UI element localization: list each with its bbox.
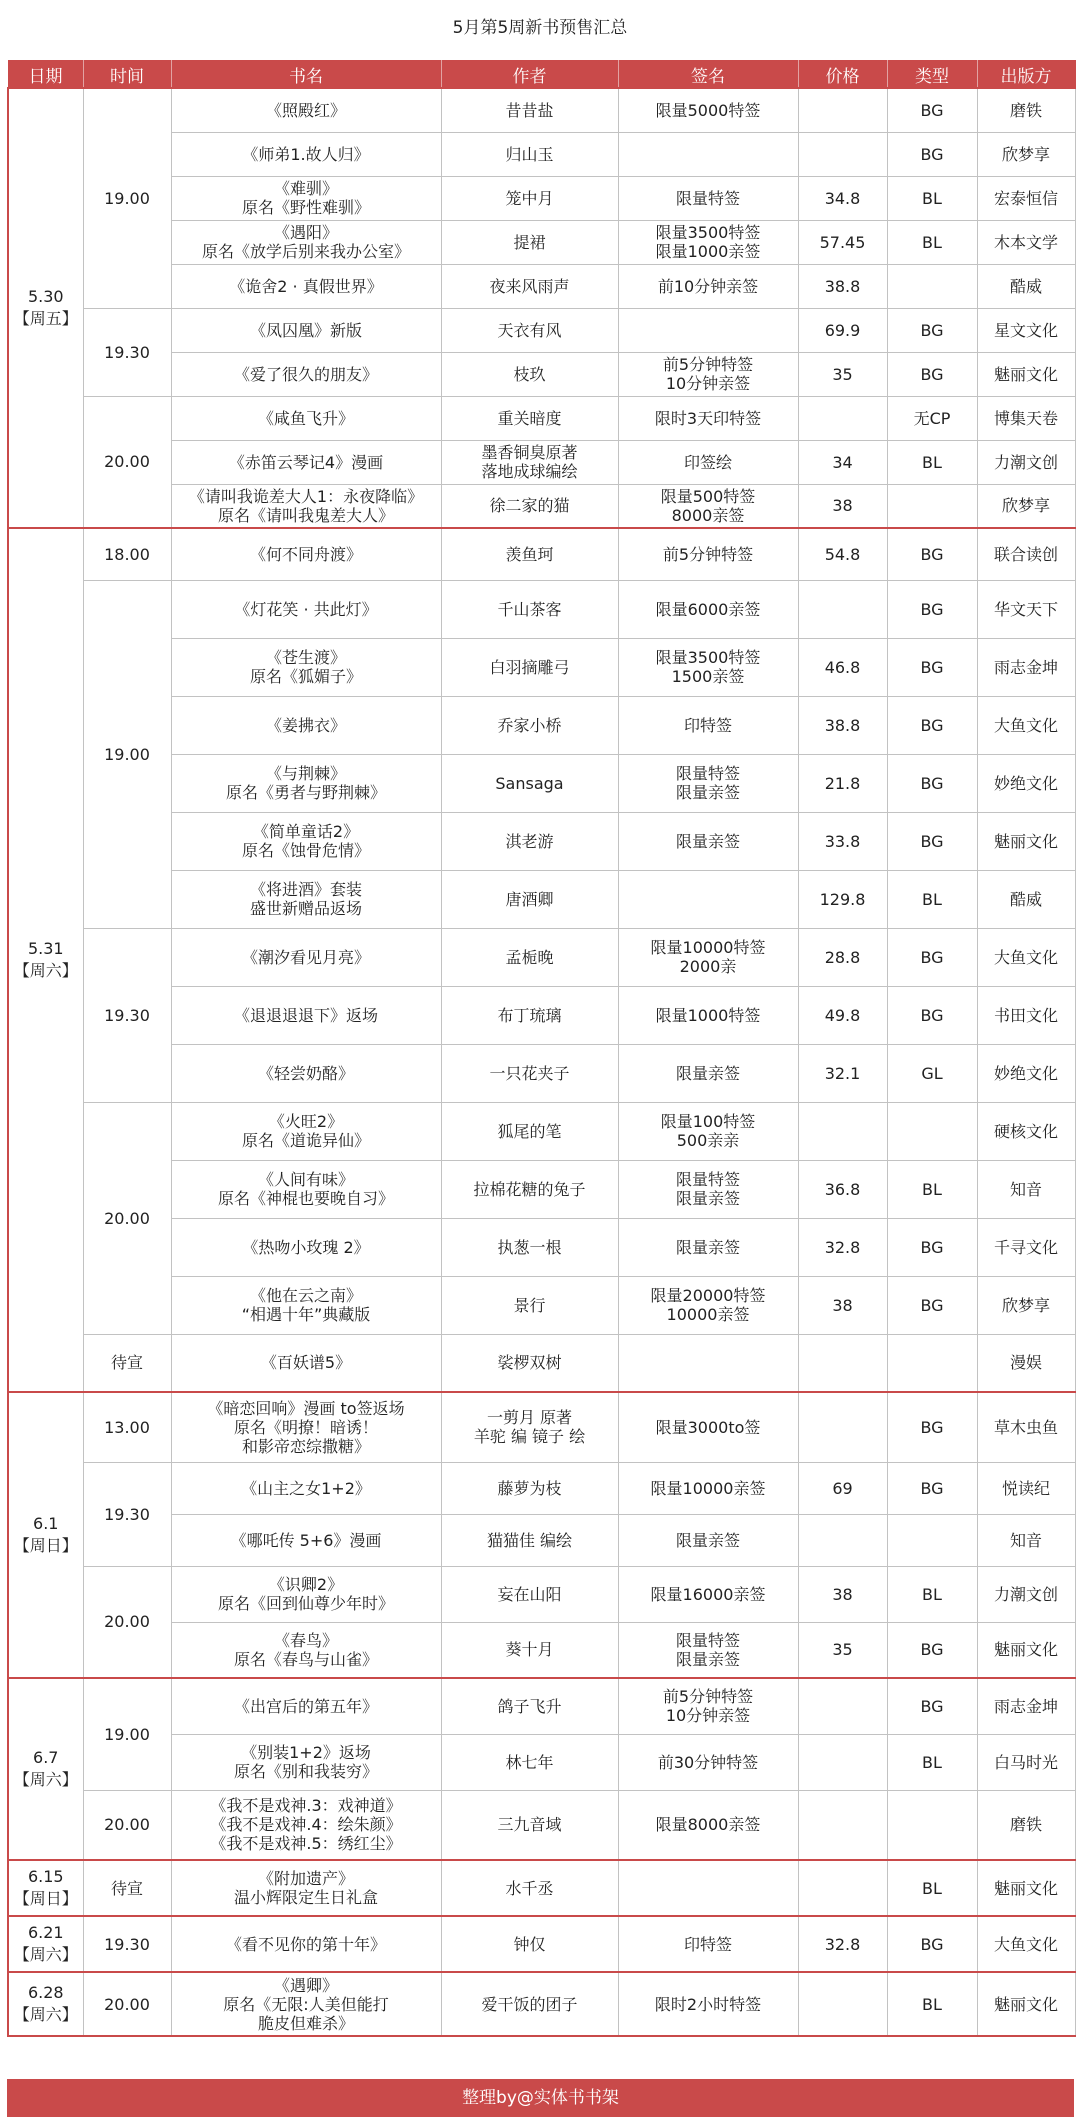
- time-cell: 19.30: [83, 1916, 171, 1972]
- book-publisher: 魅丽文化: [977, 1972, 1075, 2036]
- book-price: 34: [798, 440, 887, 484]
- book-author: 归山玉: [441, 132, 618, 176]
- book-type: BL: [887, 440, 977, 484]
- book-title: 《山主之女1+2》: [171, 1462, 441, 1514]
- column-header-author: 作者: [441, 61, 618, 89]
- book-title: 《难驯》 原名《野性难驯》: [171, 176, 441, 220]
- time-cell: 19.00: [83, 1678, 171, 1790]
- book-price: 38: [798, 484, 887, 528]
- book-title: 《照殿红》: [171, 88, 441, 132]
- time-cell: 19.00: [83, 88, 171, 308]
- book-author: 白羽摘雕弓: [441, 638, 618, 696]
- book-publisher: 漫娱: [977, 1334, 1075, 1392]
- table-row: [8, 1462, 1075, 1514]
- book-author: 布丁琉璃: [441, 986, 618, 1044]
- book-price: [798, 1734, 887, 1790]
- book-publisher: 雨志金坤: [977, 1678, 1075, 1734]
- book-type: BL: [887, 176, 977, 220]
- book-title: 《灯花笑 · 共此灯》: [171, 580, 441, 638]
- book-publisher: 华文天下: [977, 580, 1075, 638]
- book-type: BG: [887, 1678, 977, 1734]
- book-author: 裟椤双树: [441, 1334, 618, 1392]
- book-title: 《看不见你的第十年》: [171, 1916, 441, 1972]
- table-row: [8, 1102, 1075, 1160]
- column-header-price: 价格: [798, 61, 887, 89]
- book-type: 无CP: [887, 396, 977, 440]
- book-type: BL: [887, 220, 977, 264]
- book-title: 《暗恋回响》漫画 to签返场 原名《明撩！暗诱！ 和影帝恋综撒糖》: [171, 1392, 441, 1462]
- table-row: [8, 396, 1075, 440]
- book-publisher: 欣梦享: [977, 484, 1075, 528]
- book-publisher: 草木虫鱼: [977, 1392, 1075, 1462]
- book-signature: 印特签: [618, 1916, 798, 1972]
- book-signature: 限量3000to签: [618, 1392, 798, 1462]
- book-author: 淇老游: [441, 812, 618, 870]
- book-publisher: 磨铁: [977, 88, 1075, 132]
- book-author: 昔昔盐: [441, 88, 618, 132]
- book-title: 《别装1+2》返场 原名《别和我装穷》: [171, 1734, 441, 1790]
- book-title: 《轻尝奶酪》: [171, 1044, 441, 1102]
- book-publisher: 大鱼文化: [977, 928, 1075, 986]
- table-row: [8, 928, 1075, 986]
- book-author: 执葱一根: [441, 1218, 618, 1276]
- book-author: 唐酒卿: [441, 870, 618, 928]
- book-title: 《哪吒传 5+6》漫画: [171, 1514, 441, 1566]
- book-publisher: 妙绝文化: [977, 754, 1075, 812]
- table-row: [8, 308, 1075, 352]
- book-publisher: 书田文化: [977, 986, 1075, 1044]
- book-price: [798, 1392, 887, 1462]
- table-row: [8, 1334, 1075, 1392]
- book-author: 夜来风雨声: [441, 264, 618, 308]
- book-author: 三九音域: [441, 1790, 618, 1860]
- book-publisher: 大鱼文化: [977, 696, 1075, 754]
- book-price: 69: [798, 1462, 887, 1514]
- book-price: 38.8: [798, 264, 887, 308]
- book-title: 《出宫后的第五年》: [171, 1678, 441, 1734]
- book-signature: 前30分钟特签: [618, 1734, 798, 1790]
- table-row: [8, 1916, 1075, 1972]
- book-signature: 限量3500特签 限量1000亲签: [618, 220, 798, 264]
- book-price: 49.8: [798, 986, 887, 1044]
- book-title: 《苍生渡》 原名《狐媚子》: [171, 638, 441, 696]
- book-signature: 限量特签 限量亲签: [618, 754, 798, 812]
- time-cell: 20.00: [83, 1102, 171, 1334]
- book-type: BL: [887, 1734, 977, 1790]
- book-publisher: 联合读创: [977, 528, 1075, 580]
- book-type: BL: [887, 1860, 977, 1916]
- book-price: 129.8: [798, 870, 887, 928]
- book-author: 羡鱼珂: [441, 528, 618, 580]
- book-price: 35: [798, 352, 887, 396]
- book-signature: 限量8000亲签: [618, 1790, 798, 1860]
- table-row: [8, 580, 1075, 638]
- book-publisher: 魅丽文化: [977, 812, 1075, 870]
- book-author: 千山茶客: [441, 580, 618, 638]
- book-price: 28.8: [798, 928, 887, 986]
- book-price: 54.8: [798, 528, 887, 580]
- book-publisher: 妙绝文化: [977, 1044, 1075, 1102]
- presale-schedule-table: [7, 60, 1076, 2037]
- book-type: BG: [887, 580, 977, 638]
- book-title: 《凤囚凰》新版: [171, 308, 441, 352]
- book-type: BG: [887, 812, 977, 870]
- table-row: [8, 1790, 1075, 1860]
- book-author: 藤萝为枝: [441, 1462, 618, 1514]
- book-price: [798, 580, 887, 638]
- book-price: 33.8: [798, 812, 887, 870]
- book-price: [798, 1972, 887, 2036]
- book-price: [798, 1678, 887, 1734]
- column-header-time: 时间: [83, 61, 171, 89]
- book-signature: 限量特签 限量亲签: [618, 1160, 798, 1218]
- book-author: 笼中月: [441, 176, 618, 220]
- book-price: [798, 1514, 887, 1566]
- book-author: 鸽子飞升: [441, 1678, 618, 1734]
- book-price: 38: [798, 1566, 887, 1622]
- book-type: BG: [887, 1218, 977, 1276]
- book-price: 35: [798, 1622, 887, 1678]
- page-title: 5月第5周新书预售汇总: [452, 18, 628, 38]
- book-type: BG: [887, 528, 977, 580]
- column-header-date: 日期: [8, 61, 83, 89]
- book-signature: [618, 870, 798, 928]
- book-author: Sansaga: [441, 754, 618, 812]
- book-author: 重关暗度: [441, 396, 618, 440]
- book-title: 《与荆棘》 原名《勇者与野荆棘》: [171, 754, 441, 812]
- time-cell: 18.00: [83, 528, 171, 580]
- book-author: 葵十月: [441, 1622, 618, 1678]
- book-title: 《附加遗产》 温小辉限定生日礼盒: [171, 1860, 441, 1916]
- book-publisher: 知音: [977, 1514, 1075, 1566]
- book-author: 爱干饭的团子: [441, 1972, 618, 2036]
- book-signature: 限量特签: [618, 176, 798, 220]
- book-signature: [618, 132, 798, 176]
- time-cell: 19.30: [83, 308, 171, 396]
- book-author: 景行: [441, 1276, 618, 1334]
- book-author: 一只花夹子: [441, 1044, 618, 1102]
- book-title: 《请叫我诡差大人1：永夜降临》 原名《请叫我鬼差大人》: [171, 484, 441, 528]
- book-type: [887, 1790, 977, 1860]
- book-type: BG: [887, 696, 977, 754]
- book-title: 《师弟1.故人归》: [171, 132, 441, 176]
- book-signature: 限时3天印特签: [618, 396, 798, 440]
- date-cell: 6.7 【周六】: [8, 1678, 83, 1860]
- column-header-publisher: 出版方: [977, 61, 1075, 89]
- book-signature: 限量特签 限量亲签: [618, 1622, 798, 1678]
- book-signature: 限量亲签: [618, 1218, 798, 1276]
- book-author: 孟栀晚: [441, 928, 618, 986]
- book-publisher: 宏泰恒信: [977, 176, 1075, 220]
- date-cell: 6.15 【周日】: [8, 1860, 83, 1916]
- book-signature: 限量亲签: [618, 812, 798, 870]
- book-title: 《潮汐看见月亮》: [171, 928, 441, 986]
- book-publisher: 博集天卷: [977, 396, 1075, 440]
- book-type: BL: [887, 870, 977, 928]
- book-publisher: 大鱼文化: [977, 1916, 1075, 1972]
- book-type: [887, 1334, 977, 1392]
- book-title: 《退退退退下》返场: [171, 986, 441, 1044]
- book-author: 提裙: [441, 220, 618, 264]
- book-type: BG: [887, 1916, 977, 1972]
- book-signature: 限量500特签 8000亲签: [618, 484, 798, 528]
- book-type: BG: [887, 928, 977, 986]
- book-price: 32.1: [798, 1044, 887, 1102]
- book-signature: 限量100特签 500亲亲: [618, 1102, 798, 1160]
- book-price: 32.8: [798, 1218, 887, 1276]
- book-price: [798, 88, 887, 132]
- book-author: 枝玖: [441, 352, 618, 396]
- book-price: 21.8: [798, 754, 887, 812]
- book-signature: 限量16000亲签: [618, 1566, 798, 1622]
- book-author: 乔家小桥: [441, 696, 618, 754]
- book-signature: 前5分钟特签 10分钟亲签: [618, 352, 798, 396]
- date-cell: 6.1 【周日】: [8, 1392, 83, 1678]
- book-signature: 限量10000特签 2000亲: [618, 928, 798, 986]
- book-price: 38.8: [798, 696, 887, 754]
- book-title: 《咸鱼飞升》: [171, 396, 441, 440]
- book-type: BG: [887, 1462, 977, 1514]
- book-signature: [618, 1334, 798, 1392]
- book-signature: [618, 308, 798, 352]
- time-cell: 19.00: [83, 580, 171, 928]
- book-type: BL: [887, 1566, 977, 1622]
- book-author: 猫猫佳 编绘: [441, 1514, 618, 1566]
- book-signature: 印签绘: [618, 440, 798, 484]
- book-publisher: 欣梦享: [977, 1276, 1075, 1334]
- time-cell: 待宣: [83, 1860, 171, 1916]
- book-publisher: 酷威: [977, 264, 1075, 308]
- time-cell: 待宣: [83, 1334, 171, 1392]
- date-cell: 5.30 【周五】: [8, 88, 83, 528]
- book-author: 妄在山阳: [441, 1566, 618, 1622]
- schedule-body: [8, 88, 1075, 2036]
- book-signature: 限量6000亲签: [618, 580, 798, 638]
- book-publisher: 知音: [977, 1160, 1075, 1218]
- book-publisher: 力潮文创: [977, 440, 1075, 484]
- book-signature: 限量10000亲签: [618, 1462, 798, 1514]
- book-type: BG: [887, 1622, 977, 1678]
- book-publisher: 雨志金坤: [977, 638, 1075, 696]
- table-row: [8, 1972, 1075, 2036]
- book-author: 天衣有风: [441, 308, 618, 352]
- book-title: 《简单童话2》 原名《蚀骨危情》: [171, 812, 441, 870]
- book-title: 《他在云之南》 “相遇十年”典藏版: [171, 1276, 441, 1334]
- book-title: 《识卿2》 原名《回到仙尊少年时》: [171, 1566, 441, 1622]
- book-price: [798, 1790, 887, 1860]
- book-title: 《火旺2》 原名《道诡异仙》: [171, 1102, 441, 1160]
- book-signature: 限时2小时特签: [618, 1972, 798, 2036]
- book-title: 《热吻小玫瑰 2》: [171, 1218, 441, 1276]
- book-price: 69.9: [798, 308, 887, 352]
- book-publisher: 力潮文创: [977, 1566, 1075, 1622]
- book-publisher: 魅丽文化: [977, 1860, 1075, 1916]
- book-signature: 前10分钟亲签: [618, 264, 798, 308]
- book-publisher: 悦读纪: [977, 1462, 1075, 1514]
- book-title: 《我不是戏神.3：戏神道》 《我不是戏神.4：绘朱颜》 《我不是戏神.5：绣红尘》: [171, 1790, 441, 1860]
- book-author: 狐尾的笔: [441, 1102, 618, 1160]
- book-author: 徐二家的猫: [441, 484, 618, 528]
- book-signature: 限量20000特签 10000亲签: [618, 1276, 798, 1334]
- book-signature: 前5分钟特签: [618, 528, 798, 580]
- book-signature: 限量5000特签: [618, 88, 798, 132]
- book-type: BG: [887, 1392, 977, 1462]
- time-cell: 20.00: [83, 1972, 171, 2036]
- book-price: [798, 1860, 887, 1916]
- book-title: 《百妖谱5》: [171, 1334, 441, 1392]
- book-type: GL: [887, 1044, 977, 1102]
- book-type: [887, 264, 977, 308]
- book-publisher: 星文文化: [977, 308, 1075, 352]
- book-title: 《遇阳》 原名《放学后别来我办公室》: [171, 220, 441, 264]
- book-type: [887, 1514, 977, 1566]
- book-price: [798, 396, 887, 440]
- book-title: 《遇卿》 原名《无限:人美但能打 脆皮但难杀》: [171, 1972, 441, 2036]
- book-signature: 限量3500特签 1500亲签: [618, 638, 798, 696]
- table-row: [8, 528, 1075, 580]
- book-publisher: 魅丽文化: [977, 1622, 1075, 1678]
- time-cell: 19.30: [83, 1462, 171, 1566]
- book-author: 林七年: [441, 1734, 618, 1790]
- book-type: BG: [887, 308, 977, 352]
- book-title: 《赤笛云琴记4》漫画: [171, 440, 441, 484]
- time-cell: 13.00: [83, 1392, 171, 1462]
- date-cell: 5.31 【周六】: [8, 528, 83, 1392]
- book-type: [887, 484, 977, 528]
- table-row: [8, 88, 1075, 132]
- book-publisher: 白马时光: [977, 1734, 1075, 1790]
- book-signature: 印特签: [618, 696, 798, 754]
- book-type: BL: [887, 1160, 977, 1218]
- book-price: 36.8: [798, 1160, 887, 1218]
- book-type: BL: [887, 1972, 977, 2036]
- book-publisher: 磨铁: [977, 1790, 1075, 1860]
- table-row: [8, 1566, 1075, 1622]
- book-price: 46.8: [798, 638, 887, 696]
- book-price: 38: [798, 1276, 887, 1334]
- book-signature: 前5分钟特签 10分钟亲签: [618, 1678, 798, 1734]
- date-cell: 6.21 【周六】: [8, 1916, 83, 1972]
- date-cell: 6.28 【周六】: [8, 1972, 83, 2036]
- book-title: 《爱了很久的朋友》: [171, 352, 441, 396]
- table-row: [8, 1860, 1075, 1916]
- book-author: 一剪月 原著 羊驼 编 镜子 绘: [441, 1392, 618, 1462]
- table-row: [8, 1678, 1075, 1734]
- book-publisher: 千寻文化: [977, 1218, 1075, 1276]
- book-signature: 限量1000特签: [618, 986, 798, 1044]
- time-cell: 20.00: [83, 1790, 171, 1860]
- book-price: 32.8: [798, 1916, 887, 1972]
- time-cell: 19.30: [83, 928, 171, 1102]
- book-type: BG: [887, 638, 977, 696]
- book-publisher: 硬核文化: [977, 1102, 1075, 1160]
- book-title: 《将进酒》套装 盛世新赠品返场: [171, 870, 441, 928]
- book-type: BG: [887, 754, 977, 812]
- book-price: 34.8: [798, 176, 887, 220]
- book-signature: 限量亲签: [618, 1514, 798, 1566]
- footer-credit: 整理by@实体书书架: [7, 2079, 1074, 2117]
- book-price: [798, 132, 887, 176]
- header-row: [8, 61, 1075, 89]
- time-cell: 20.00: [83, 1566, 171, 1678]
- presale-table-container: [7, 60, 1074, 2037]
- book-type: BG: [887, 986, 977, 1044]
- column-header-signature: 签名: [618, 61, 798, 89]
- book-author: 钟仅: [441, 1916, 618, 1972]
- book-price: 57.45: [798, 220, 887, 264]
- book-type: BG: [887, 88, 977, 132]
- book-price: [798, 1334, 887, 1392]
- book-publisher: 木本文学: [977, 220, 1075, 264]
- book-title: 《诡舍2 · 真假世界》: [171, 264, 441, 308]
- book-type: BG: [887, 1276, 977, 1334]
- column-header-title: 书名: [171, 61, 441, 89]
- book-title: 《人间有味》 原名《神棍也要晚自习》: [171, 1160, 441, 1218]
- book-title: 《姜拂衣》: [171, 696, 441, 754]
- time-cell: 20.00: [83, 396, 171, 528]
- book-title: 《春鸟》 原名《春鸟与山雀》: [171, 1622, 441, 1678]
- book-publisher: 酷威: [977, 870, 1075, 928]
- book-publisher: 魅丽文化: [977, 352, 1075, 396]
- book-type: BG: [887, 352, 977, 396]
- table-row: [8, 1392, 1075, 1462]
- column-header-type: 类型: [887, 61, 977, 89]
- book-type: BG: [887, 132, 977, 176]
- book-author: 墨香铜臭原著 落地成球编绘: [441, 440, 618, 484]
- book-signature: 限量亲签: [618, 1044, 798, 1102]
- book-author: 水千丞: [441, 1860, 618, 1916]
- book-price: [798, 1102, 887, 1160]
- book-type: [887, 1102, 977, 1160]
- book-title: 《何不同舟渡》: [171, 528, 441, 580]
- book-author: 拉棉花糖的兔子: [441, 1160, 618, 1218]
- book-signature: [618, 1860, 798, 1916]
- book-publisher: 欣梦享: [977, 132, 1075, 176]
